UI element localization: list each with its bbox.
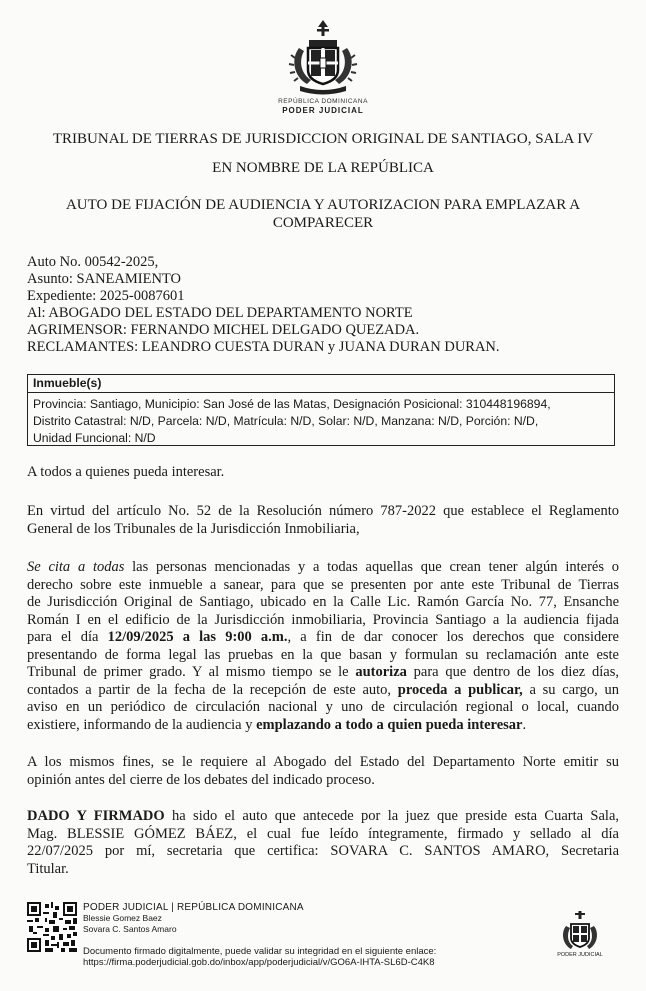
text-span: .: [522, 716, 527, 733]
bold-text: proceda a publicar,: [397, 681, 523, 698]
subject: Asunto: SANEAMIENTO: [27, 271, 181, 287]
paragraph-signature: [27, 808, 619, 878]
property-box: [27, 374, 615, 446]
auto-number: Auto No. 00542-2025,: [27, 254, 159, 270]
text-line: derecho sobre este inmueble a sanear, para que se presenten por ante este Tribunal de Tierras: [27, 576, 619, 593]
seal-subtitle: REPÚBLICA DOMINICANA: [278, 98, 368, 105]
hearing-date: 12/09/2025 a las 9:00 a.m.: [107, 629, 288, 645]
document-title: [20, 196, 626, 232]
text-line: Titular.: [27, 860, 69, 877]
bold-text: autoriza: [355, 664, 407, 680]
paragraph-legal-basis: [27, 503, 619, 538]
surveyor: AGRIMENSOR: FERNANDO MICHEL DELGADO QUEZADA.: [27, 322, 420, 338]
signer-name: Blessie Gomez Baez: [83, 913, 162, 923]
text-line: 22/07/2025 por mí, secretaria que certifica: SOVARA C. SANTOS AMARO, Secretaria: [27, 843, 619, 859]
validation-url[interactable]: https://firma.poderjudicial.gob.do/inbox/app/poderjudicial/v/GO6A-IHTA-SL6D-C4K8: [83, 957, 435, 968]
signature-info: [83, 902, 304, 935]
text-line: opinión antes del cierre de los debates del indicado proceso.: [27, 771, 375, 788]
text-line: [27, 717, 619, 735]
paragraph-request: [27, 754, 619, 789]
claimants: RECLAMANTES: LEANDRO CUESTA DURAN y JUANA DURAN DURAN.: [27, 339, 500, 355]
text-span: contados a partir de la fecha de la recepción de este auto,: [27, 681, 398, 698]
organization: PODER JUDICIAL | REPÚBLICA DOMINICANA: [83, 902, 304, 913]
bold-text: DADO Y FIRMADO: [27, 808, 165, 824]
text-span: a su cargo, un: [522, 681, 619, 698]
court-seal-icon: [560, 910, 600, 954]
seal-caption: PODER JUDICIAL: [557, 952, 603, 958]
court-name: TRIBUNAL DE TIERRAS DE JURISDICCION ORIGINAL DE SANTIAGO, SALA IV: [52, 131, 594, 147]
text-line: General de los Tribunales de la Jurisdicción Inmobiliaria,: [27, 520, 360, 537]
case-metadata: [27, 254, 627, 356]
text-span: para que dentro de los diez días,: [406, 664, 620, 680]
paragraph-summons: [27, 559, 619, 734]
text-line: [27, 559, 619, 577]
text-line: aviso en un periódico de circulación nacional y uno de circulación regional o local, cuando: [27, 699, 619, 715]
seal-title: PODER JUDICIAL: [282, 106, 364, 115]
property-line: Unidad Funcional: N/D: [33, 431, 156, 445]
text-span: para el día: [27, 629, 108, 645]
text-line: Mag. BLESSIE GÓMEZ BÁEZ, el cual fue leído íntegramente, firmado y sellado al día: [27, 825, 619, 842]
text-line: Román I en el edificio de la Jurisdicción inmobiliaria, Provincia Santiago a la audiencia fijada: [27, 611, 619, 628]
property-box-heading: Inmueble(s): [28, 375, 614, 393]
greeting: A todos a quienes pueda interesar.: [27, 464, 225, 480]
document-title-line: AUTO DE FIJACIÓN DE AUDIENCIA Y AUTORIZACION PARA EMPLAZAR A: [65, 197, 581, 213]
property-line: Provincia: Santiago, Municipio: San José de las Matas, Designación Posicional: 310448196894,: [33, 397, 551, 411]
document-title-line: COMPARECER: [272, 215, 374, 231]
text-line: [27, 808, 619, 826]
text-line: [27, 629, 619, 647]
property-line: Distrito Catastral: N/D, Parcela: N/D, Matrícula: N/D, Solar: N/D, Manzana: N/D, Porción: N/D,: [33, 414, 539, 428]
text-line: presentando de forma legal las pruebas en la que basan y formulan su reclamación ante este: [27, 646, 619, 663]
text-span: existiere, informando de la audiencia y: [27, 716, 257, 733]
signature-footer: [27, 902, 627, 972]
addressee: Al: ABOGADO DEL ESTADO DEL DEPARTAMENTO NORTE: [27, 305, 413, 321]
coat-of-arms-icon: [285, 18, 361, 98]
text-span: , a fin de dar conocer los derechos que considere: [287, 629, 619, 645]
qr-code-icon[interactable]: [27, 902, 77, 952]
text-line: A los mismos fines, se le requiere al Abogado del Estado del Departamento Norte emitir su: [27, 754, 619, 770]
text-line: [27, 664, 619, 682]
signer-name: Sovara C. Santos Amaro: [83, 924, 177, 934]
invocation: EN NOMBRE DE LA REPÚBLICA: [212, 160, 434, 176]
notice-text: Documento firmado digitalmente, puede validar su integridad en el siguiente enlace:: [83, 946, 437, 957]
file-number: Expediente: 2025-0087601: [27, 288, 185, 304]
text-line: de Jurisdicción Original de Santiago, ubicado en la Calle Lic. Ramón García No. 77, Ensanche: [27, 594, 619, 610]
text-span: Tribunal de primer grado. Y al mismo tiempo se le: [27, 664, 356, 680]
text-span: las personas mencionadas y a todas aquellas que crean tener algún interés o: [124, 559, 619, 575]
bold-text: emplazando a todo a quien pueda interesar: [256, 716, 523, 733]
text-span: ha sido el auto que antecede por la juez que preside esta Cuarta Sala,: [164, 808, 620, 824]
italic-text: Se cita a todas: [27, 559, 125, 575]
validation-notice: [83, 946, 436, 968]
text-line: En virtud del artículo No. 52 de la Resolución número 787-2022 que establece el Reglamento: [27, 503, 619, 519]
text-line: [27, 682, 619, 700]
